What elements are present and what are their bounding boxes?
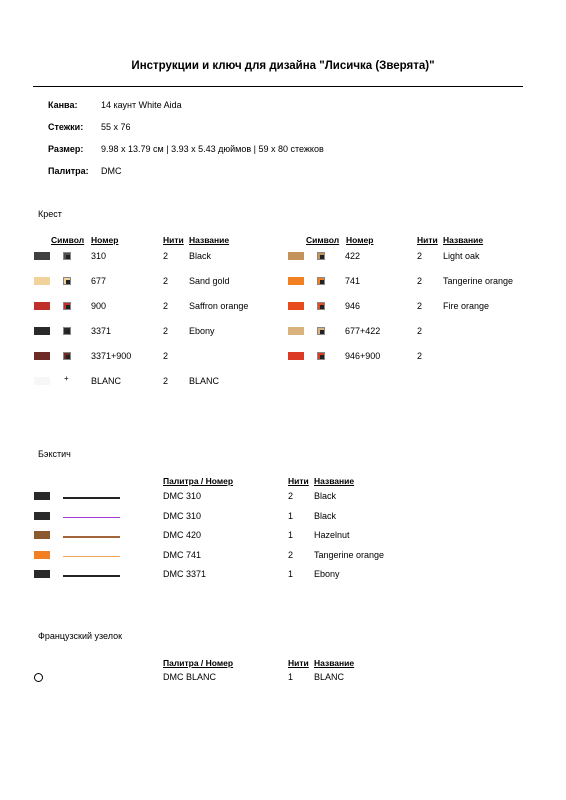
thread-strands: 2 — [163, 301, 169, 311]
thread-name: Sand gold — [189, 276, 230, 286]
thread-number: 310 — [91, 251, 107, 261]
thread-number: 677+422 — [345, 326, 381, 336]
backstitch-line — [63, 575, 120, 577]
french-knot-name: BLANC — [314, 672, 345, 682]
backstitch-palette: DMC 741 — [163, 549, 202, 560]
plus-symbol: + — [64, 374, 69, 383]
color-swatch — [34, 302, 50, 310]
french-knot-palette: DMC BLANC — [163, 672, 217, 682]
backstitch-palette: DMC 310 — [163, 491, 202, 501]
thread-name: Fire orange — [443, 301, 490, 311]
backstitch-strands: 2 — [288, 491, 294, 501]
thread-strands: 2 — [163, 326, 169, 336]
backstitch-name: Black — [314, 491, 337, 501]
thread-strands: 2 — [417, 326, 423, 336]
symbol-icon — [63, 327, 71, 335]
thread-name: Saffron orange — [189, 301, 249, 311]
palette-label: Палитра: — [48, 166, 89, 176]
symbol-icon — [63, 277, 71, 285]
backstitch-swatch — [34, 512, 50, 520]
stitches-label: Стежки: — [48, 122, 84, 132]
thread-number: 946 — [345, 301, 361, 311]
cross-header-symbol-right: Символ — [306, 235, 340, 245]
thread-number: 946+900 — [345, 351, 381, 361]
size-value: 9.98 x 13.79 см | 3.93 x 5.43 дюймов | 59 x 80 стежков — [101, 144, 324, 154]
backstitch-swatch — [34, 492, 50, 500]
backstitch-palette: DMC 3371 — [163, 569, 207, 579]
thread-number: 677 — [91, 276, 107, 286]
color-swatch — [34, 277, 50, 285]
title-divider — [33, 86, 523, 87]
thread-strands: 2 — [163, 376, 169, 386]
backstitch-strands: 1 — [288, 569, 294, 579]
french-knot-section-title: Французский узелок — [38, 631, 123, 641]
symbol-icon — [63, 352, 71, 360]
thread-strands: 2 — [163, 276, 169, 286]
symbol-icon — [63, 302, 71, 310]
palette-value: DMC — [101, 166, 122, 176]
backstitch-line — [63, 517, 120, 519]
thread-name: Black — [189, 251, 212, 261]
cross-header-number: Номер — [91, 235, 119, 245]
french-knot-header-name: Название — [314, 658, 355, 668]
backstitch-name: Black — [314, 510, 337, 521]
thread-number: 3371+900 — [91, 351, 132, 361]
cross-header-symbol: Символ — [51, 235, 85, 245]
backstitch-line — [63, 536, 120, 538]
color-swatch — [288, 327, 304, 335]
color-swatch — [34, 252, 50, 260]
thread-strands: 2 — [417, 301, 423, 311]
symbol-icon — [317, 352, 325, 360]
cross-header-name-right: Название — [443, 235, 484, 245]
thread-name: Tangerine orange — [443, 276, 514, 286]
backstitch-strands: 2 — [288, 549, 294, 560]
thread-strands: 2 — [417, 351, 423, 361]
backstitch-line — [63, 497, 120, 499]
symbol-icon — [317, 327, 325, 335]
color-swatch — [288, 252, 304, 260]
thread-number: 741 — [345, 276, 361, 286]
color-swatch — [34, 327, 50, 335]
symbol-icon — [63, 252, 71, 260]
thread-name: Ebony — [189, 326, 215, 336]
french-knot-circle-icon — [34, 673, 43, 682]
canvas-label: Канва: — [48, 100, 78, 110]
cross-header-name: Название — [189, 235, 230, 245]
backstitch-section-title: Бэкстич — [38, 449, 71, 459]
canvas-value: 14 каунт White Aida — [101, 100, 182, 110]
backstitch-header-name: Название — [314, 476, 355, 486]
backstitch-palette: DMC 310 — [163, 510, 202, 521]
color-swatch — [34, 352, 50, 360]
french-knot-header-strands: Нити — [288, 658, 309, 668]
thread-name: BLANC — [189, 376, 220, 386]
backstitch-name: Hazelnut — [314, 530, 350, 540]
backstitch-swatch — [34, 570, 50, 578]
backstitch-header-palette: Палитра / Номер — [163, 476, 234, 486]
thread-strands: 2 — [417, 251, 423, 261]
thread-strands: 2 — [163, 351, 169, 361]
backstitch-line — [63, 556, 120, 558]
cross-header-strands: Нити — [163, 235, 184, 245]
color-swatch — [288, 302, 304, 310]
backstitch-name: Ebony — [314, 569, 340, 579]
symbol-icon — [317, 302, 325, 310]
backstitch-name: Tangerine orange — [314, 549, 385, 560]
french-knot-header-palette: Палитра / Номер — [163, 658, 234, 668]
color-swatch — [288, 352, 304, 360]
cross-header-number-right: Номер — [346, 235, 374, 245]
symbol-icon — [63, 374, 71, 385]
cross-section-title: Крест — [38, 209, 62, 219]
french-knot-strands: 1 — [288, 672, 294, 682]
backstitch-palette: DMC 420 — [163, 530, 202, 540]
thread-number: BLANC — [91, 376, 122, 386]
backstitch-strands: 1 — [288, 530, 294, 540]
thread-strands: 2 — [417, 276, 423, 286]
backstitch-swatch — [34, 531, 50, 539]
stitches-value: 55 x 76 — [101, 122, 131, 132]
thread-name: Light oak — [443, 251, 480, 261]
cross-header-strands-right: Нити — [417, 235, 438, 245]
thread-number: 3371 — [91, 326, 112, 336]
thread-number: 900 — [91, 301, 107, 311]
size-label: Размер: — [48, 144, 84, 154]
color-swatch — [34, 377, 50, 385]
backstitch-strands: 1 — [288, 510, 294, 521]
backstitch-swatch — [34, 551, 50, 559]
thread-number: 422 — [345, 251, 361, 261]
color-swatch — [288, 277, 304, 285]
thread-strands: 2 — [163, 251, 169, 261]
backstitch-header-strands: Нити — [288, 476, 309, 486]
symbol-icon — [317, 277, 325, 285]
symbol-icon — [317, 252, 325, 260]
page-title: Инструкции и ключ для дизайна "Лисичка (Зверята)" — [131, 60, 435, 72]
